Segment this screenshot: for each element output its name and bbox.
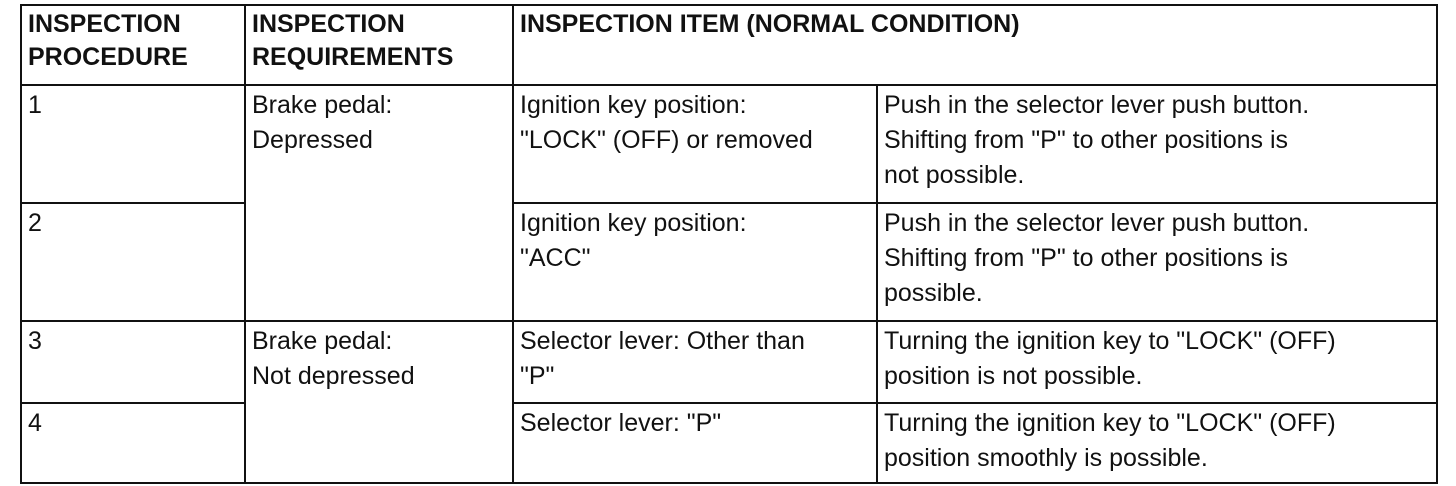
procedure-cell: 1: [21, 85, 245, 203]
inspection-item-cell: Ignition key position: "LOCK" (OFF) or removed: [513, 85, 877, 203]
inspection-item-cell: Selector lever: "P": [513, 403, 877, 483]
table-row: [21, 85, 1437, 203]
inspection-sheet: [20, 4, 1436, 484]
inspection-table: [20, 4, 1438, 484]
normal-condition-cell: Push in the selector lever push button. Shifting from "P" to other positions is not possible.: [877, 85, 1437, 203]
normal-condition-cell: Turning the ignition key to "LOCK" (OFF) position is not possible.: [877, 321, 1437, 403]
procedure-cell: 4: [21, 403, 245, 483]
inspection-item-cell: Ignition key position: "ACC": [513, 203, 877, 321]
table-header-row: [21, 5, 1437, 85]
table-row: [21, 403, 1437, 483]
procedure-cell: 3: [21, 321, 245, 403]
normal-condition-cell: Push in the selector lever push button. Shifting from "P" to other positions is possible.: [877, 203, 1437, 321]
requirement-cell: Brake pedal: Not depressed: [245, 321, 513, 483]
table-row: [21, 203, 1437, 321]
procedure-cell: 2: [21, 203, 245, 321]
requirement-cell: Brake pedal: Depressed: [245, 85, 513, 321]
inspection-item-cell: Selector lever: Other than "P": [513, 321, 877, 403]
header-inspection-item: INSPECTION ITEM (NORMAL CONDITION): [513, 5, 1437, 85]
header-inspection-procedure: INSPECTION PROCEDURE: [21, 5, 245, 85]
table-row: [21, 321, 1437, 403]
normal-condition-cell: Turning the ignition key to "LOCK" (OFF) position smoothly is possible.: [877, 403, 1437, 483]
header-inspection-requirements: INSPECTION REQUIREMENTS: [245, 5, 513, 85]
